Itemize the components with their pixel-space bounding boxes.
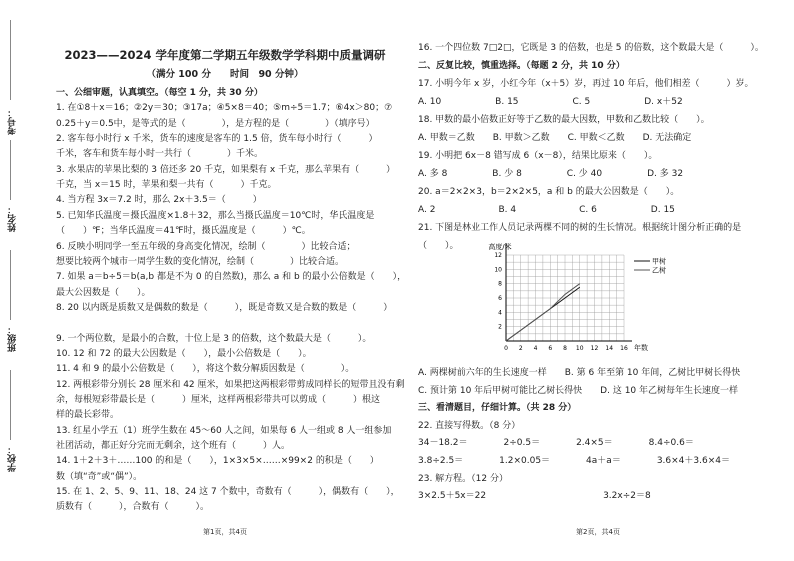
left-line-4: 千米，客车和货车每小时一共行（ ）千米。 xyxy=(56,149,264,160)
left-line-19: 12. 两根彩带分别长 28 厘米和 42 厘米，如果把这两根彩带剪成同样长的短带且没有剩 xyxy=(56,379,405,390)
right-bottom-line-5: 3.8÷2.5＝ 1.2×0.05＝ 4a＋a＝ 3.6×4＋3.6×4＝ xyxy=(418,456,730,466)
right-top-line-2: 17. 小明今年 x 岁，小红今年（x＋5）岁，再过 10 年后，他们相差（ ）岁。 xyxy=(418,79,754,89)
x-tick-label: 16 xyxy=(620,345,628,352)
x-tick-label: 8 xyxy=(563,345,567,352)
left-line-7: 4. 当方程 3x＝7.2 时，那么 2x＋3.5＝（ ） xyxy=(56,195,262,206)
left-line-10: 6. 反映小明同学一至五年级的身高变化情况，绘制（ ）比较合适； xyxy=(56,241,356,252)
page-left xyxy=(50,0,407,561)
right-top-line-5: A. 甲数＝乙数 B. 甲数＞乙数 C. 甲数＜乙数 D. 无法确定 xyxy=(418,133,692,143)
name-label: 姓名： xyxy=(8,205,18,232)
left-line-11: 想要比较两个城市一周学生数的变化情况，绘制（ ）比较合适。 xyxy=(56,256,345,267)
right-top-line-7: A. 多 8 B. 少 8 C. 少 40 D. 多 32 xyxy=(418,169,684,179)
right-top-line-6: 19. 小明把 6x－8 错写成 6（x－8），结果比原来（ ）。 xyxy=(418,151,658,161)
left-line-3: 2. 客车每小时行 x 千米，货车的速度是客车的 1.5 倍，货车每小时行（ ） xyxy=(56,134,378,145)
exam-subtitle: （满分 100 分 时间 90 分钟） xyxy=(146,69,304,80)
y-tick-label: 8 xyxy=(498,280,502,288)
left-line-1: 1. 在①8＋x＝16；②2y＝30；③17a；④5×8＝40；⑤m÷5＝1.7；⑥4x＞80；⑦ xyxy=(56,103,393,114)
right-top-line-1: 二、反复比较，慎重选择。（每题 2 分，共 10 分） xyxy=(418,61,625,71)
binding-margin xyxy=(0,0,46,561)
left-line-24: 14. 1＋2＋3＋……100 的和是（ ），1×3×5×……×99×2 的积是（ ） xyxy=(56,456,379,467)
y-tick-label: 4 xyxy=(498,309,502,317)
class-label: 班级： xyxy=(8,325,18,352)
left-line-14: 8. 20 以内既是质数又是偶数的数是（ ），既是奇数又是合数的数是（ ） xyxy=(56,302,393,313)
right-bottom-line-2: 三、看清题目，仔细计算。（共 28 分） xyxy=(418,403,577,414)
left-line-27: 质数有（ ），合数有（ ）。 xyxy=(56,502,210,513)
left-line-20: 余，每根短彩带最长是（ ）厘米，这样两根彩带共可以剪成（ ）根这 xyxy=(56,395,381,405)
legend-label: 乙树 xyxy=(652,266,666,275)
exam-title: 2023——2024 学年度第二学期五年级数学学科期中质量调研 xyxy=(64,48,386,62)
x-tick-label: 6 xyxy=(548,345,553,352)
left-line-25: 数（填“奇”或“偶”）。 xyxy=(56,471,143,482)
right-top-line-4: 18. 甲数的最小倍数正好等于乙数的最大因数，甲数和乙数比较（ ）。 xyxy=(418,115,710,125)
left-line-6: 千克，当 x＝15 时，苹果和梨一共有（ ）千克。 xyxy=(56,180,277,191)
right-top-line-8: 20. a＝2×2×3，b＝2×2×5，a 和 b 的最大公因数是（ ）。 xyxy=(418,187,680,197)
right-bottom-line-4: 34－18.2＝ 2÷0.5＝ 2.4×5＝ 8.4÷0.6＝ xyxy=(418,438,694,449)
left-line-12: 7. 如果 a＝b÷5＝b(a,b 都是不为 0 的自然数)，那么 a 和 b 的最小公倍数是（ ）， xyxy=(56,272,407,283)
right-top-line-0: 16. 一个四位数 7□2□，它既是 3 的倍数，也是 5 的倍数，这个数最大是（ ）。 xyxy=(418,43,764,53)
left-line-2: 0.25＋y＝0.5中，是等式的是（ ），是方程的是（ ）（填序号） xyxy=(56,118,375,129)
school-label: 学校： xyxy=(8,445,18,472)
left-line-0: 一、公细审题，认真填空。（每空 1 分，共 30 分） xyxy=(56,88,263,98)
y-tick-label: 2 xyxy=(498,323,502,331)
x-tick-label: 10 xyxy=(575,345,584,352)
right-bottom-line-7: 3×2.5＋5x＝22 3.2x÷2＝8 xyxy=(418,491,651,502)
right-top-line-9: A. 2 B. 4 C. 6 D. 15 xyxy=(418,205,675,215)
left-line-9: （ ）℉；当华氏温度＝41℉时，摄氏温度是（ ）℃。 xyxy=(56,226,311,237)
x-tick-label: 2 xyxy=(518,345,523,352)
right-top-line-11: （ ）。 xyxy=(418,241,459,251)
x-tick-label: 14 xyxy=(605,345,614,352)
school-line xyxy=(10,370,11,440)
x-axis-label: 年数 xyxy=(634,344,648,352)
left-line-17: 10. 12 和 72 的最大公因数是（ ），最小公倍数是（ ）。 xyxy=(56,348,312,359)
y-tick-label: 10 xyxy=(494,266,502,274)
left-line-26: 15. 在 1、2、5、9、11、18、24 这 7 个数中，奇数有（ ），偶数有（ ）， xyxy=(56,487,400,498)
exam-number-label: 考号： xyxy=(8,108,18,135)
name-line xyxy=(10,140,11,200)
right-bottom-line-1: C. 预计第 10 年后甲树可能比乙树长得快 D. 这 10 年乙树每年生长速度一样 xyxy=(418,385,739,396)
left-line-21: 样的最长彩带。 xyxy=(56,410,120,421)
line-chart-svg xyxy=(474,239,726,369)
left-line-16: 9. 一个两位数，是最小的合数，十位上是 3 的倍数，这个数最大是（ ）。 xyxy=(56,333,372,344)
exam-number-line xyxy=(10,20,11,100)
left-line-18: 11. 4 和 9 的最小公倍数是（ ），将这个数分解质因数是（ ）。 xyxy=(56,364,355,375)
x-tick-label: 4 xyxy=(533,345,538,352)
right-top-line-10: 21. 下图是林业工作人员记录两棵不同的树的生长情况。根据统计图分析正确的是 xyxy=(418,223,742,233)
page-footer-right: 第2页，共4页 xyxy=(576,528,620,536)
right-top-line-3: A. 10 B. 15 C. 5 D. x＋52 xyxy=(418,97,683,107)
y-axis-label: 高度/米 xyxy=(488,243,512,251)
legend-label: 甲树 xyxy=(652,257,666,266)
y-tick-label: 12 xyxy=(494,252,502,259)
right-bottom-line-6: 23. 解方程。（12 分） xyxy=(418,473,508,484)
right-bottom-line-3: 22. 直接写得数。（8 分） xyxy=(418,420,521,431)
left-line-8: 5. 已知华氏温度＝摄氏温度×1.8＋32，那么当摄氏温度＝10℃时，华氏温度是 xyxy=(56,210,375,221)
y-tick-label: 6 xyxy=(498,295,502,302)
left-line-23: 社团活动，都正好分完而无剩余，这个班有（ ）人。 xyxy=(56,441,291,452)
x-tick-label: 0 xyxy=(504,345,508,352)
right-bottom-line-0: A. 两棵树前六年的生长速度一样 B. 第 6 年至第 10 年间，乙树比甲树长得快 xyxy=(418,368,741,378)
x-tick-label: 12 xyxy=(590,345,599,352)
tree-growth-chart xyxy=(474,239,726,369)
page-right xyxy=(412,0,784,561)
left-line-13: 最大公因数是（ ）。 xyxy=(56,287,151,298)
left-line-22: 13. 红星小学五（1）班学生数在 45～60 人之间，如果每 6 人一组或 8 人一组参加 xyxy=(56,425,392,436)
page-footer-left: 第1页，共4页 xyxy=(203,528,247,536)
class-line xyxy=(10,250,11,320)
left-line-5: 3. 水果店的苹果比梨的 3 倍还多 20 千克，如果梨有 x 千克，那么苹果有（ ） xyxy=(56,164,396,175)
